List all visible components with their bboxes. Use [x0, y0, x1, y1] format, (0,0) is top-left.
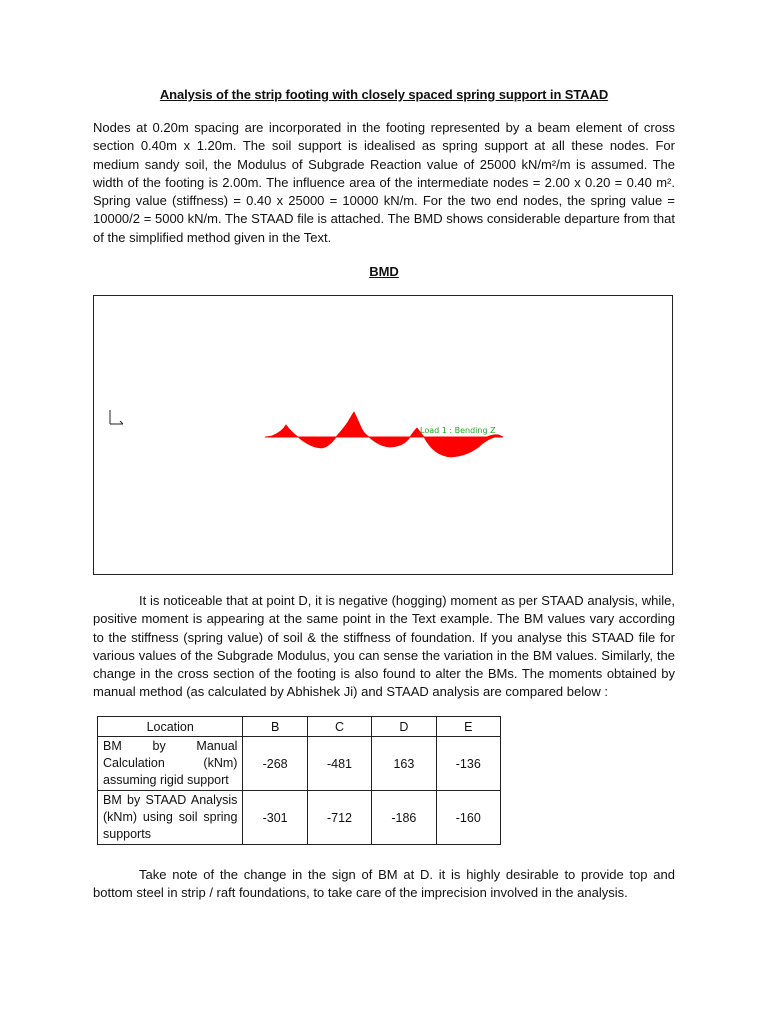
table-row: [98, 791, 501, 845]
discussion-paragraph: It is noticeable that at point D, it is negative (hogging) moment as per STAAD analysis, while, positive moment is appearing at the same point in the Text example. The BM values vary according to the stiffness (spring value) of soil & the stiffness of foundation. If you analyse this STAAD file for various values of the Subgrade Modulus, you can sense the variation in the BM values. Similarly, the change in the cross section of the footing is also found to alter the BMs. The moments obtained by manual method (as calculated by Abhishek Ji) and STAAD analysis are compared below :: [93, 593, 675, 700]
bm-comparison-table: [97, 716, 501, 845]
table-header-location: Location: [98, 717, 243, 737]
load-case-label: Load 1 : Bending Z: [420, 426, 496, 435]
intro-paragraph: Nodes at 0.20m spacing are incorporated in the footing represented by a beam element of cross section 0.40m x 1.20m. The soil support is idealised as spring support at all these nodes. For medium sandy soil, the Modulus of Subgrade Reaction value of 25000 kN/m²/m is assumed. The width of the footing is 2.00m. The influence area of the intermediate nodes = 2.00 x 0.20 = 0.40 m². Spring value (stiffness) = 0.40 x 25000 = 10000 kN/m. For the two end nodes, the spring value = 10000/2 = 5000 kN/m. The STAAD file is attached. The BMD shows considerable departure from that of the simplified method given in the Text.: [93, 120, 675, 245]
bm-region-3: [336, 412, 369, 437]
table-row-label: BM by STAAD Analysis (kNm) using soil spring supports: [98, 791, 243, 845]
table-cell: -268: [243, 737, 307, 791]
bm-region-4: [369, 437, 410, 447]
table-header-d: D: [372, 717, 436, 737]
table-cell: -136: [436, 737, 500, 791]
table-header-b: B: [243, 717, 307, 737]
bmd-figure: [93, 295, 673, 575]
table-cell: -712: [307, 791, 371, 845]
table-cell: 163: [372, 737, 436, 791]
table-header-row: [98, 717, 501, 737]
bm-region-6: [424, 437, 495, 457]
table-row-label: BM by Manual Calculation (kNm) assuming rigid support: [98, 737, 243, 791]
table-cell: -160: [436, 791, 500, 845]
bm-region-2: [298, 437, 336, 448]
axis-triad-icon: [110, 410, 123, 424]
table-cell: -481: [307, 737, 371, 791]
bmd-heading: BMD: [369, 264, 399, 279]
bmd-diagram: [94, 296, 672, 574]
table-cell: -186: [372, 791, 436, 845]
bm-region-7: [487, 435, 503, 437]
document-title: Analysis of the strip footing with closely spaced spring support in STAAD: [159, 87, 609, 102]
table-cell: -301: [243, 791, 307, 845]
table-header-e: E: [436, 717, 500, 737]
closing-paragraph: Take note of the change in the sign of BM at D. it is highly desirable to provide top and bottom steel in strip / raft foundations, to take care of the imprecision involved in the analysis.: [93, 867, 675, 901]
bm-region-1: [265, 425, 298, 437]
table-row: [98, 737, 501, 791]
table-header-c: C: [307, 717, 371, 737]
